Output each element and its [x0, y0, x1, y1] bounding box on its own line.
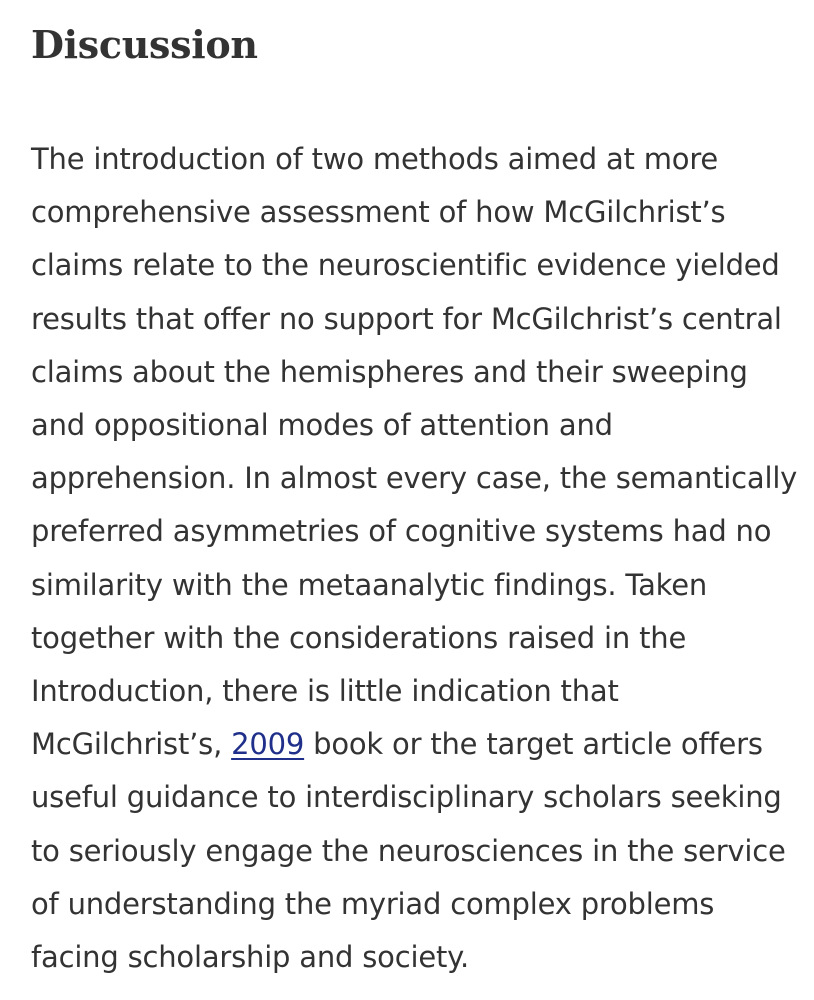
citation-link-2009[interactable]: 2009 — [231, 727, 305, 762]
discussion-paragraph — [31, 133, 801, 984]
paragraph-text-after-link: book or the target article offers useful guidance to interdisciplinary scholars seeking to seriously engage the neurosciences in the service of understanding the myriad complex problems facing scholarship and society. — [31, 727, 786, 975]
paragraph-text-before-link: The introduction of two methods aimed at more comprehensive assessment of how McGilchrist’s claims relate to the neuroscientific evidence yielded results that offer no support for McGilchrist’s central claims about the hemispheres and their sweeping and oppositional modes of attention and apprehension. In almost every case, the semantically preferred asymmetries of cognitive systems had no similarity with the metaanalytic findings. Taken together with the considerations raised in the Introduction, there is little indication that McGilchrist’s, — [31, 142, 798, 762]
article-section — [31, 0, 801, 984]
section-heading: Discussion — [31, 22, 258, 67]
